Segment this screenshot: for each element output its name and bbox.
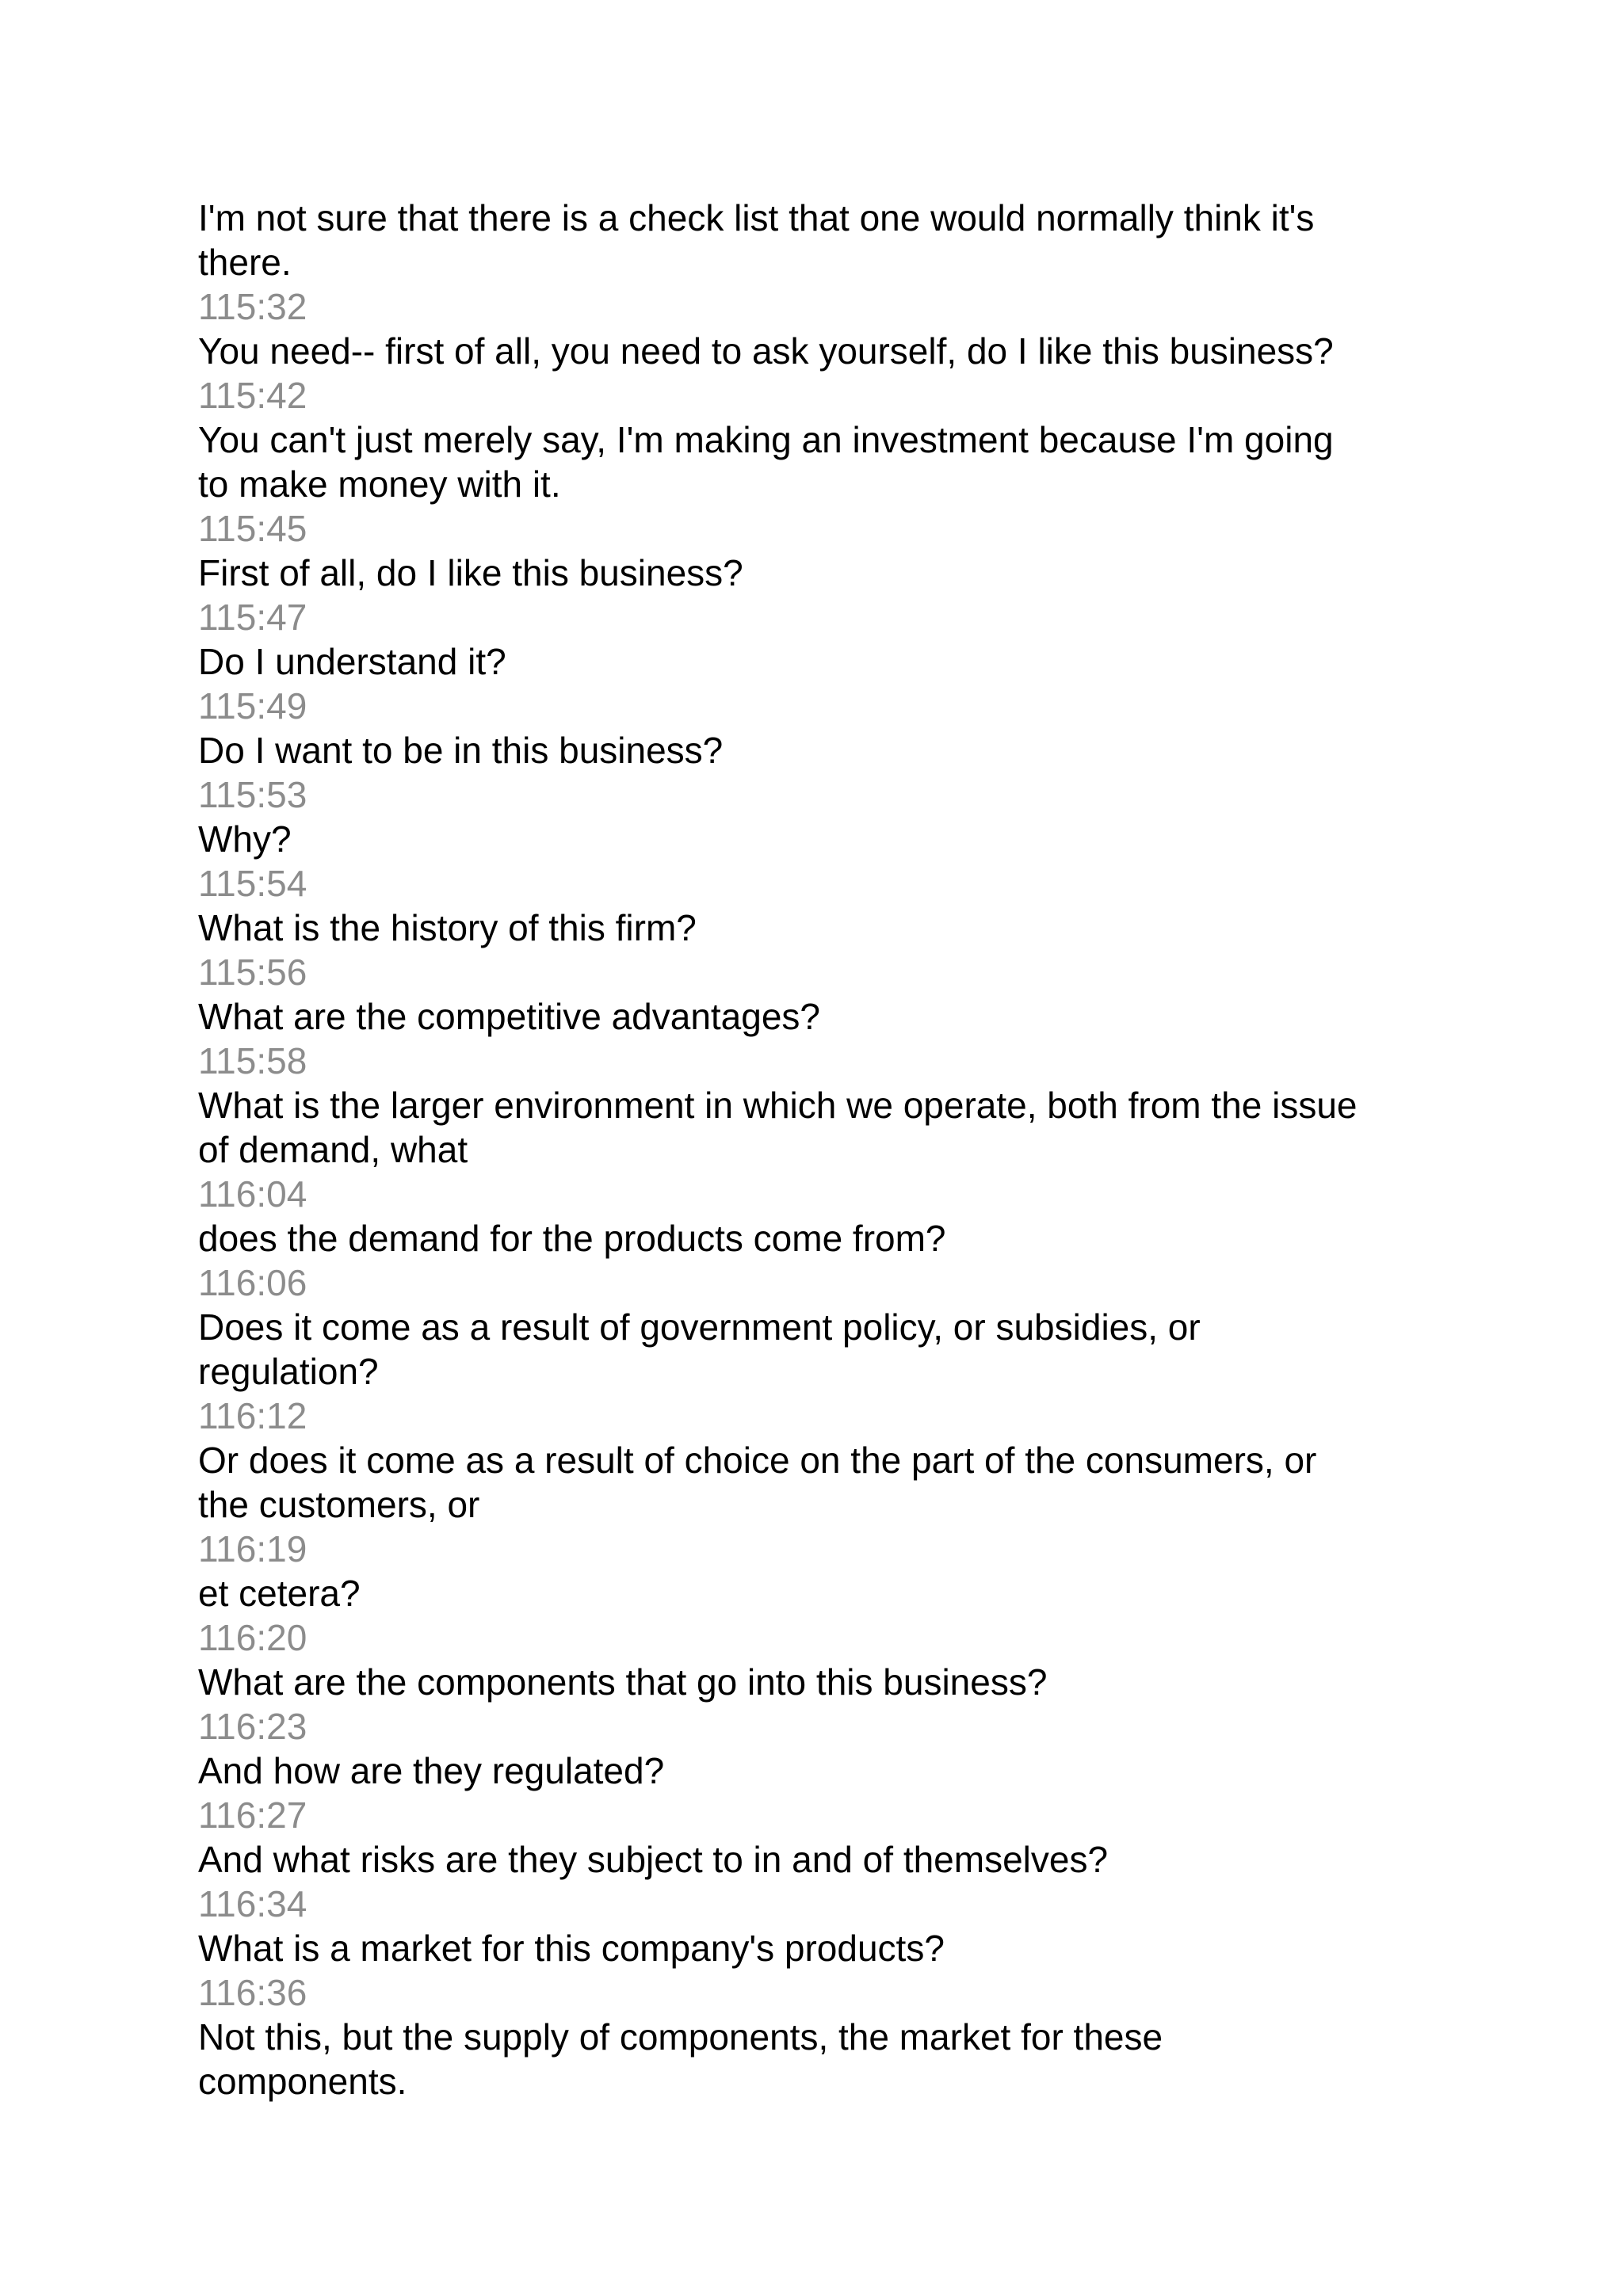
transcript-line: What is the history of this firm? — [198, 907, 697, 948]
transcript-line: Or does it come as a result of choice on the part of the consumers, or — [198, 1440, 1317, 1481]
timestamp: 115:32 — [198, 286, 307, 327]
transcript-segment — [198, 1970, 1434, 2103]
transcript-segment — [198, 1172, 1434, 1261]
transcript-line: I'm not sure that there is a check list that one would normally think it's — [198, 197, 1315, 238]
transcript-segment — [198, 1615, 1434, 1704]
transcript-segment — [198, 1704, 1434, 1793]
transcript-line: What is the larger environment in which we operate, both from the issue — [198, 1085, 1358, 1126]
timestamp: 115:47 — [198, 597, 307, 638]
transcript-line: What are the competitive advantages? — [198, 996, 821, 1037]
timestamp: 116:12 — [198, 1395, 307, 1436]
transcript-line: does the demand for the products come from? — [198, 1218, 946, 1259]
transcript-line: Does it come as a result of government policy, or subsidies, or — [198, 1306, 1201, 1348]
transcript-segment — [198, 1039, 1434, 1172]
transcript-line: You need-- first of all, you need to ask yourself, do I like this business? — [198, 330, 1334, 372]
transcript-segment — [198, 1793, 1434, 1882]
transcript-segment — [198, 595, 1434, 684]
transcript-page — [198, 196, 1434, 2103]
transcript-line: et cetera? — [198, 1573, 361, 1614]
timestamp: 116:27 — [198, 1794, 307, 1836]
transcript-line: of demand, what — [198, 1129, 468, 1170]
transcript-segment — [198, 1261, 1434, 1394]
timestamp: 115:49 — [198, 685, 307, 727]
transcript-segment — [198, 772, 1434, 861]
transcript-segment — [198, 1527, 1434, 1615]
transcript-line: Why? — [198, 818, 292, 860]
transcript-line: Not this, but the supply of components, the market for these — [198, 2016, 1163, 2058]
transcript-segment — [198, 1882, 1434, 1970]
timestamp: 115:53 — [198, 774, 307, 815]
transcript-line: You can't just merely say, I'm making an investment because I'm going — [198, 419, 1334, 460]
transcript-line: What is a market for this company's products? — [198, 1928, 945, 1969]
transcript-segment — [198, 506, 1434, 595]
timestamp: 116:34 — [198, 1883, 307, 1924]
transcript-segment — [198, 950, 1434, 1039]
transcript-line: Do I want to be in this business? — [198, 730, 724, 771]
transcript-line: components. — [198, 2061, 407, 2102]
timestamp: 116:06 — [198, 1262, 307, 1303]
transcript-segment — [198, 1394, 1434, 1527]
transcript-opening — [198, 196, 1434, 284]
timestamp: 115:45 — [198, 508, 307, 549]
timestamp: 116:19 — [198, 1528, 307, 1569]
timestamp: 116:36 — [198, 1972, 307, 2013]
timestamp: 115:56 — [198, 952, 307, 993]
timestamp: 115:58 — [198, 1040, 307, 1081]
transcript-line: Do I understand it? — [198, 641, 506, 682]
transcript-line: regulation? — [198, 1351, 379, 1392]
timestamp: 116:23 — [198, 1706, 307, 1747]
timestamp: 116:20 — [198, 1617, 307, 1658]
transcript-line: First of all, do I like this business? — [198, 552, 743, 593]
transcript-segment — [198, 284, 1434, 373]
transcript-segment — [198, 861, 1434, 950]
transcript-segment — [198, 684, 1434, 772]
transcript-line: And how are they regulated? — [198, 1750, 665, 1791]
transcript-line: What are the components that go into this business? — [198, 1661, 1048, 1703]
transcript-line: there. — [198, 242, 292, 283]
timestamp: 115:42 — [198, 375, 307, 416]
timestamp: 115:54 — [198, 863, 307, 904]
transcript-line: to make money with it. — [198, 463, 561, 505]
transcript-line: And what risks are they subject to in and of themselves? — [198, 1839, 1109, 1880]
transcript-segment — [198, 373, 1434, 506]
transcript-line: the customers, or — [198, 1484, 480, 1525]
timestamp: 116:04 — [198, 1173, 307, 1215]
